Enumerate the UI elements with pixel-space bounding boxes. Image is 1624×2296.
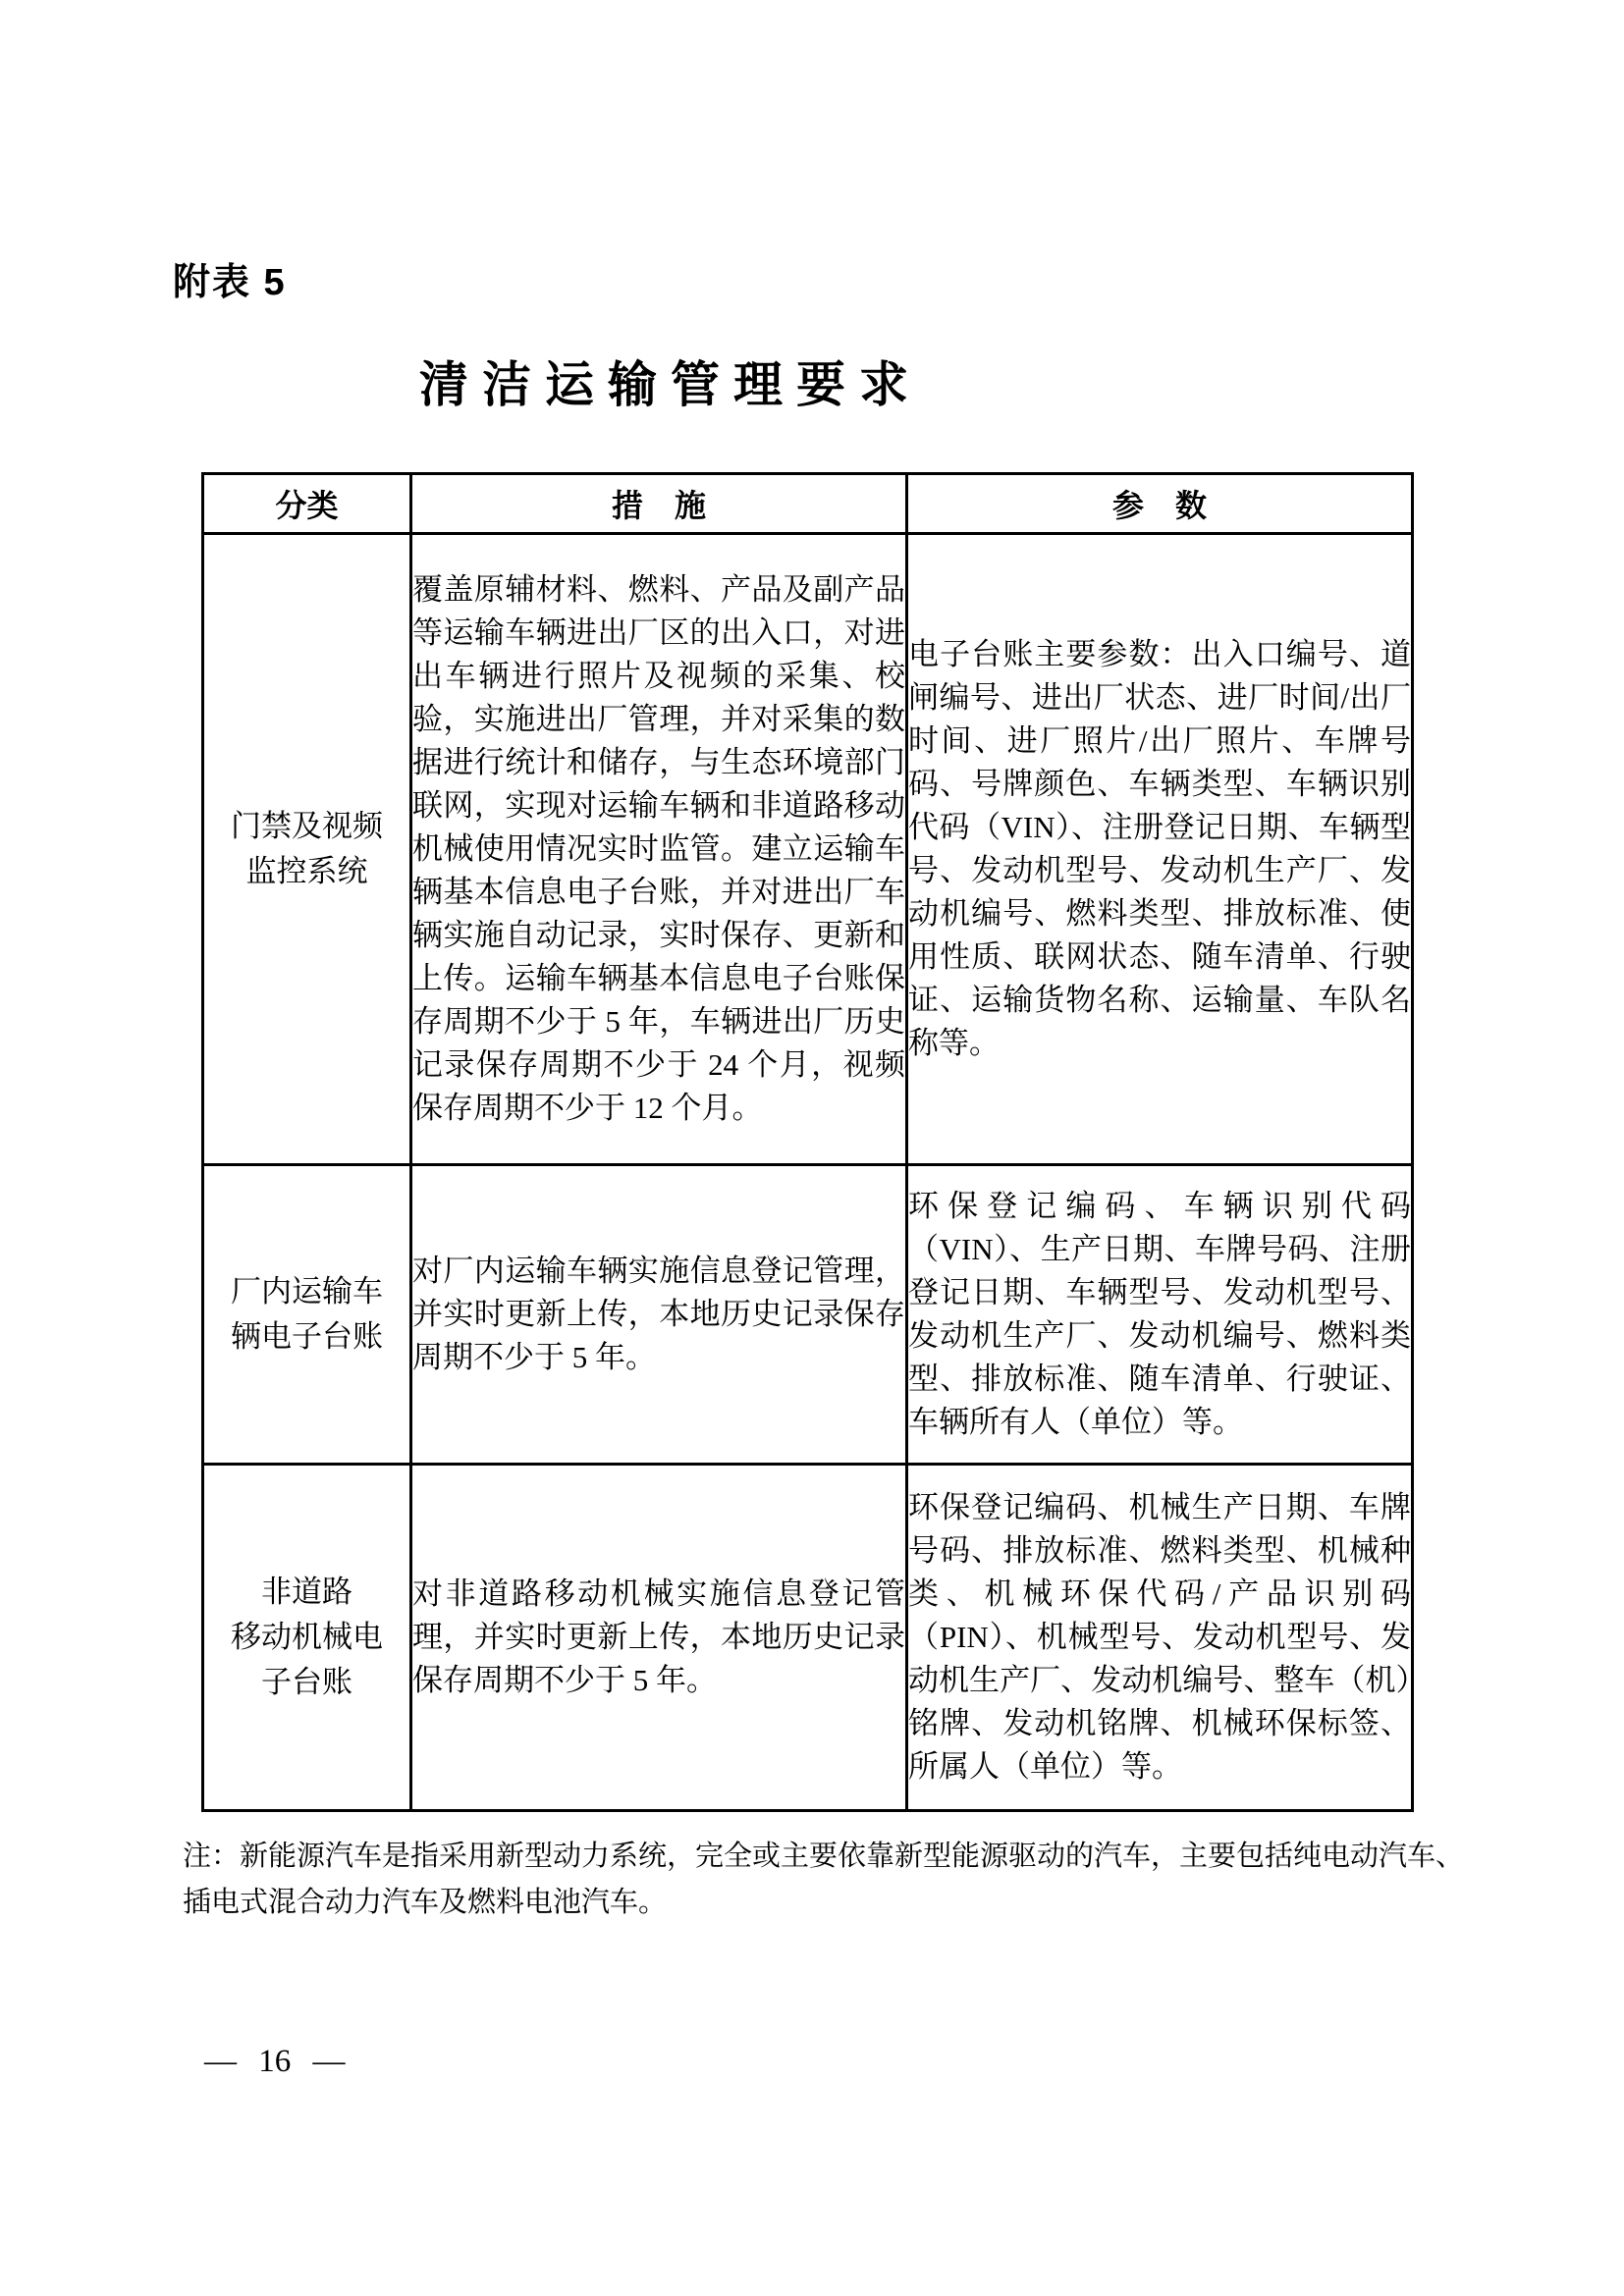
- header-category: 分类: [203, 474, 411, 534]
- page-number: — 16 —: [204, 2044, 346, 2079]
- header-measures: 措 施: [411, 474, 907, 534]
- category-line: 厂内运输车: [231, 1274, 383, 1308]
- measures-cell: 对厂内运输车辆实施信息登记管理，并实时更新上传，本地历史记录保存周期不少于 5 年。: [411, 1165, 907, 1465]
- appendix-label: 附表 5: [173, 262, 287, 303]
- table-header-row: [203, 474, 1413, 534]
- category-line: 移动机械电: [231, 1620, 383, 1654]
- footnote-line: 插电式混合动力汽车及燃料电池汽车。: [183, 1887, 668, 1918]
- category-line: 监控系统: [245, 854, 368, 888]
- category-line: 子台账: [261, 1665, 352, 1699]
- header-parameters: 参 数: [907, 474, 1413, 534]
- category-line: 辆电子台账: [231, 1319, 383, 1354]
- category-cell: [203, 1165, 411, 1465]
- table-row: [203, 1465, 1413, 1811]
- category-line: 非道路: [261, 1575, 352, 1609]
- management-table: [201, 472, 1414, 1812]
- category-cell: [203, 1465, 411, 1811]
- parameters-cell: 环保登记编码、车辆识别代码（VIN）、生产日期、车牌号码、注册登记日期、车辆型号、发动机型号、发动机生产厂、发动机编号、燃料类型、排放标准、随车清单、行驶证、车辆所有人（单位）等。: [907, 1165, 1413, 1465]
- table-row: [203, 1165, 1413, 1465]
- page-title: 清洁运输管理要求: [419, 357, 922, 412]
- parameters-cell: 环保登记编码、机械生产日期、车牌号码、排放标准、燃料类型、机械种类、机械环保代码/产品识别码（PIN）、机械型号、发动机型号、发动机生产厂、发动机编号、整车（机）铭牌、发动机铭牌、机械环保标签、所属人（单位）等。: [907, 1465, 1413, 1811]
- footnote-line: 注：新能源汽车是指采用新型动力系统，完全或主要依靠新型能源驱动的汽车，主要包括纯电动汽车、: [183, 1841, 1465, 1872]
- measures-cell: 对非道路移动机械实施信息登记管理，并实时更新上传，本地历史记录保存周期不少于 5 年。: [411, 1465, 907, 1811]
- measures-cell: 覆盖原辅材料、燃料、产品及副产品等运输车辆进出厂区的出入口，对进出车辆进行照片及视频的采集、校验，实施进出厂管理，并对采集的数据进行统计和储存，与生态环境部门联网，实现对运输车辆和非道路移动机械使用情况实时监管。建立运输车辆基本信息电子台账，并对进出厂车辆实施自动记录，实时保存、更新和上传。运输车辆基本信息电子台账保存周期不少于 5 年，车辆进出厂历史记录保存周期不少于 24 个月，视频保存周期不少于 12 个月。: [411, 534, 907, 1165]
- parameters-cell: 电子台账主要参数：出入口编号、道闸编号、进出厂状态、进厂时间/出厂时间、进厂照片/出厂照片、车牌号码、号牌颜色、车辆类型、车辆识别代码（VIN）、注册登记日期、车辆型号、发动机型号、发动机生产厂、发动机编号、燃料类型、排放标准、使用性质、联网状态、随车清单、行驶证、运输货物名称、运输量、车队名称等。: [907, 534, 1413, 1165]
- category-line: 门禁及视频: [231, 809, 383, 843]
- table-row: [203, 534, 1413, 1165]
- footnote: [183, 1834, 1498, 1926]
- category-cell: [203, 534, 411, 1165]
